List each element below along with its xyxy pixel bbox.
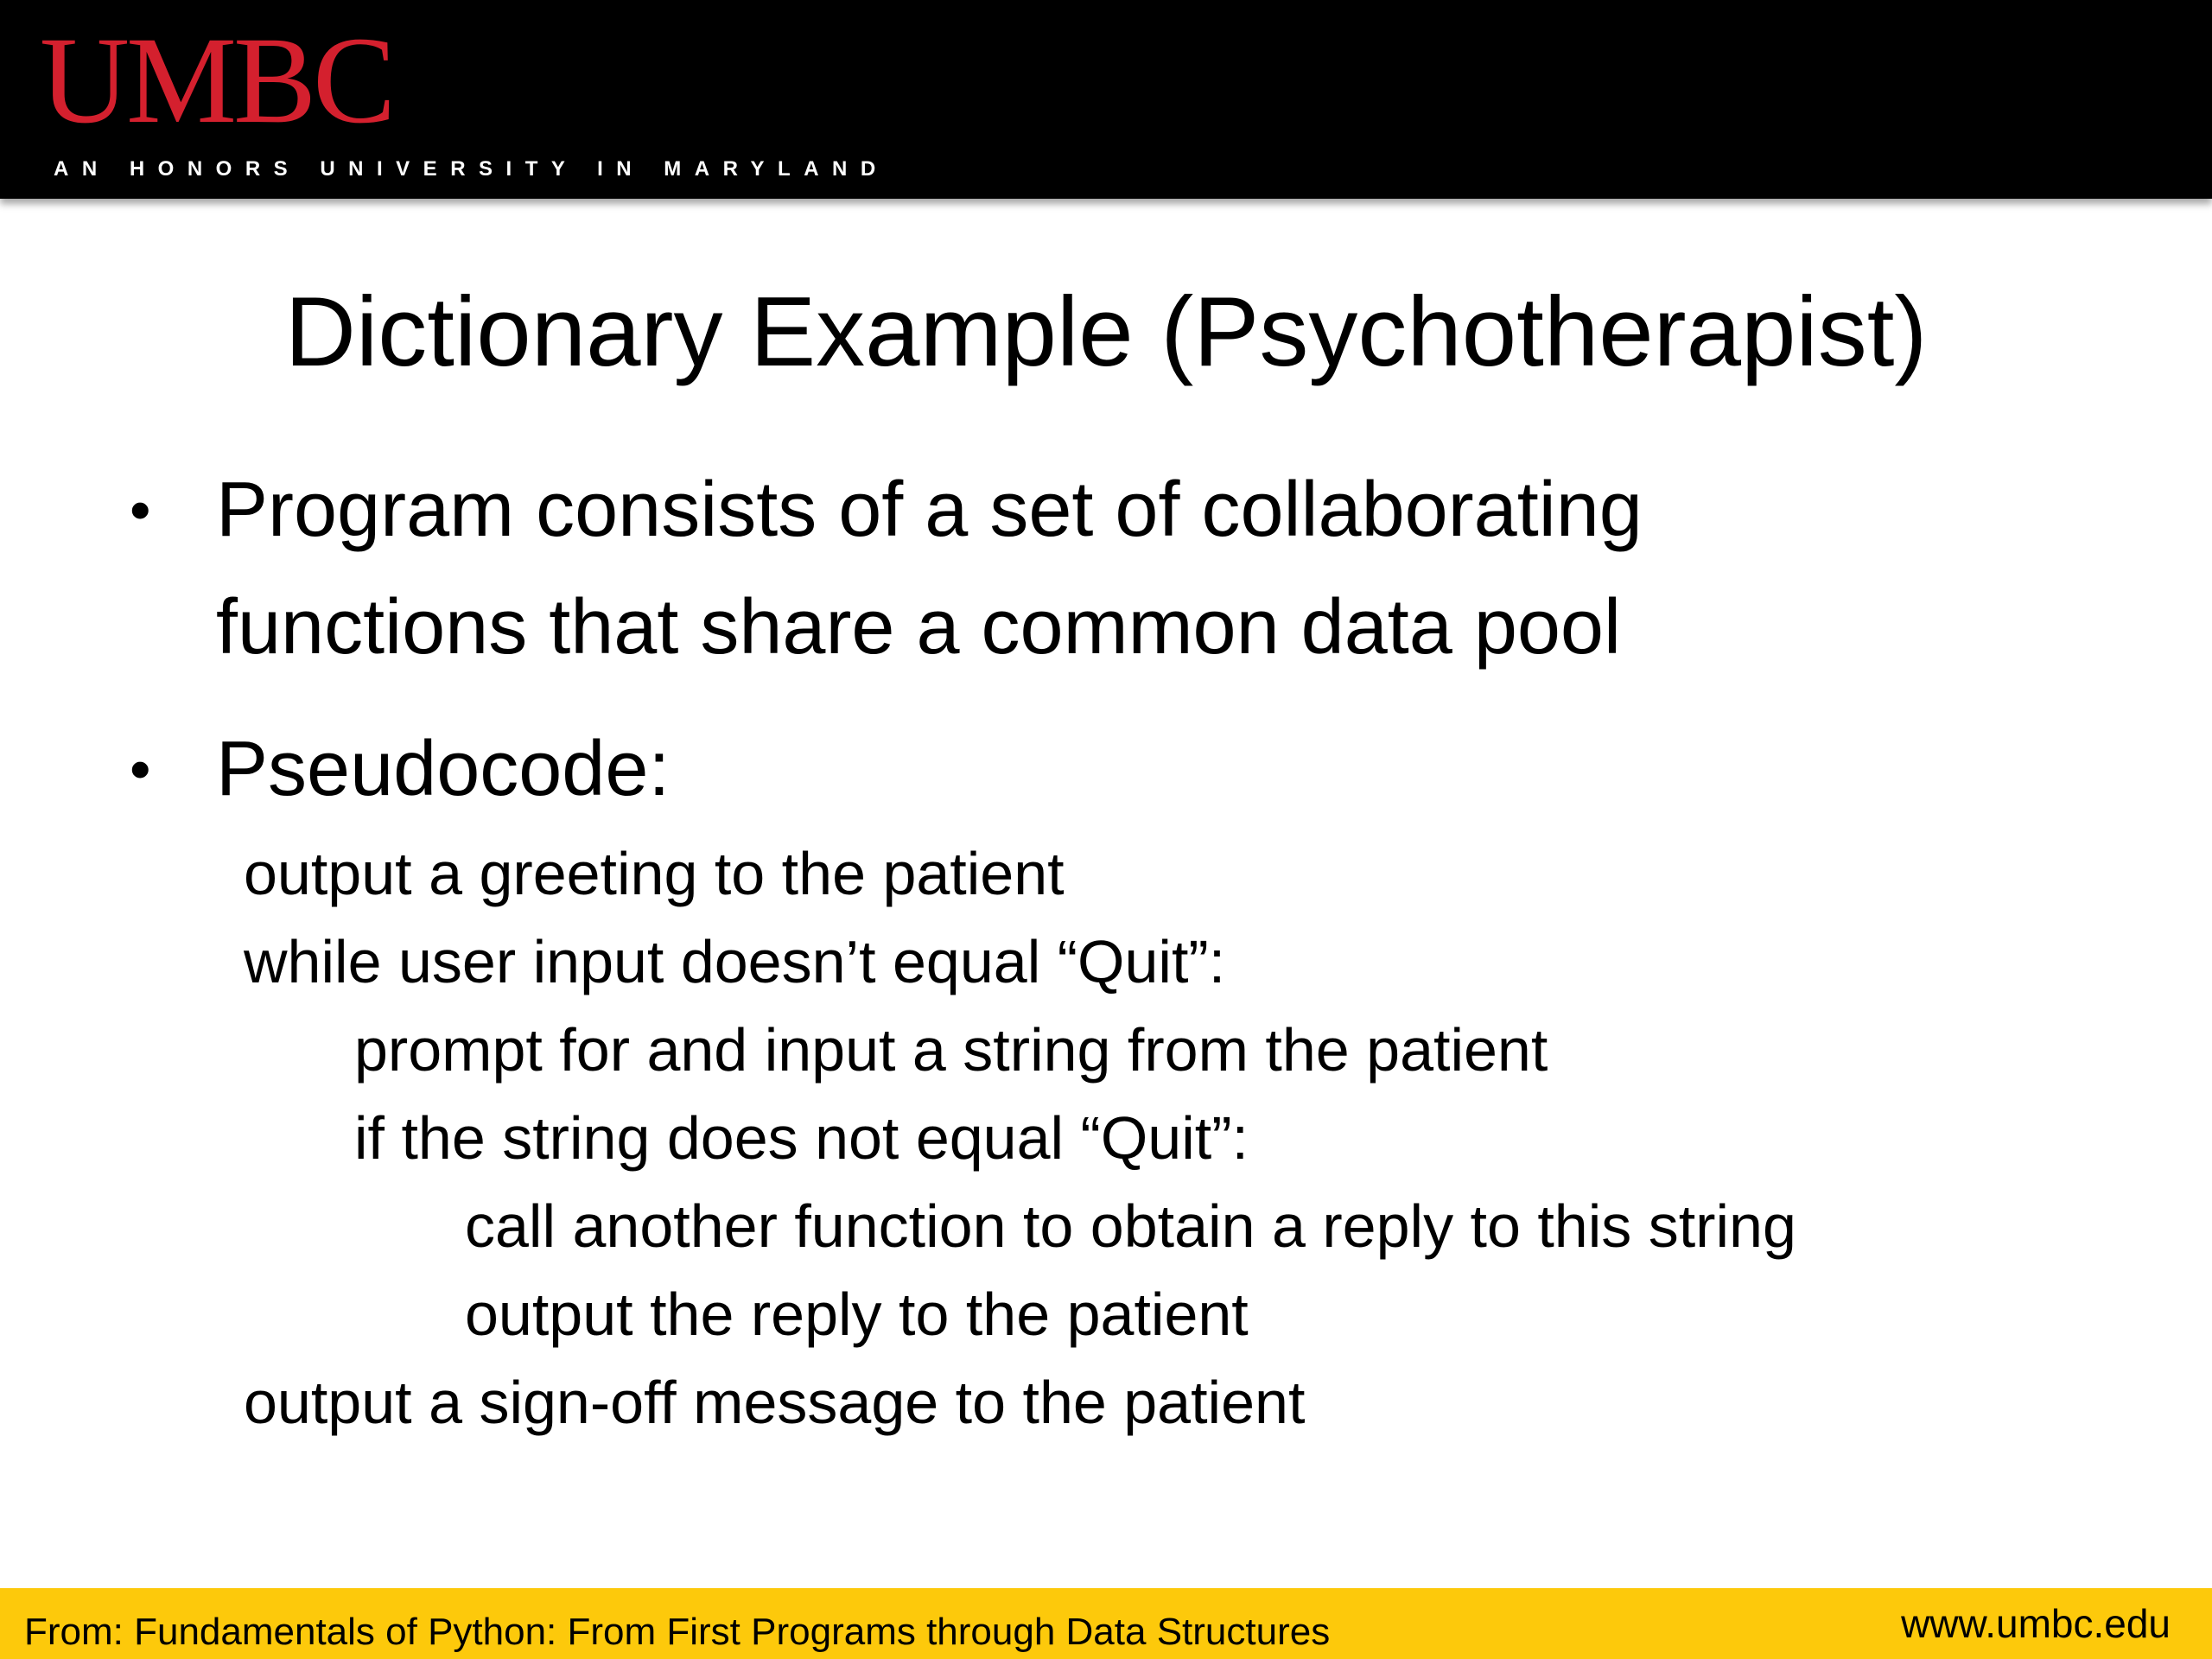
header-bar <box>0 0 2212 199</box>
bullet-dot-icon: • <box>130 476 151 543</box>
pseudocode-line: output the reply to the patient <box>465 1281 1249 1348</box>
pseudocode-line: output a sign-off message to the patient <box>244 1369 1306 1436</box>
pseudocode-line: call another function to obtain a reply to this string <box>465 1192 1796 1260</box>
slide-title: Dictionary Example (Psychotherapist) <box>284 277 1928 387</box>
bullet-dot-icon: • <box>130 735 151 803</box>
footer-bar <box>0 1588 2212 1659</box>
bullet-text <box>216 710 670 828</box>
bullet-line: Program consists of a set of collaborating <box>216 467 1643 553</box>
tagline: AN HONORS UNIVERSITY IN MARYLAND <box>54 157 889 181</box>
pseudocode-line: prompt for and input a string from the patient <box>354 1016 1548 1084</box>
bullet-line: Pseudocode: <box>216 726 671 812</box>
website-url: www.umbc.edu <box>1901 1601 2171 1646</box>
bullet-text <box>216 451 1643 686</box>
pseudocode-line: while user input doesn’t equal “Quit”: <box>244 928 1226 995</box>
source-citation: From: Fundamentals of Python: From First Programs through Data Structures <box>24 1611 1331 1653</box>
pseudocode-line: output a greeting to the patient <box>244 840 1065 907</box>
umbc-logo: UMBC <box>40 12 393 149</box>
bullet-line: functions that share a common data pool <box>216 584 1621 671</box>
pseudocode-line: if the string does not equal “Quit”: <box>354 1104 1249 1172</box>
